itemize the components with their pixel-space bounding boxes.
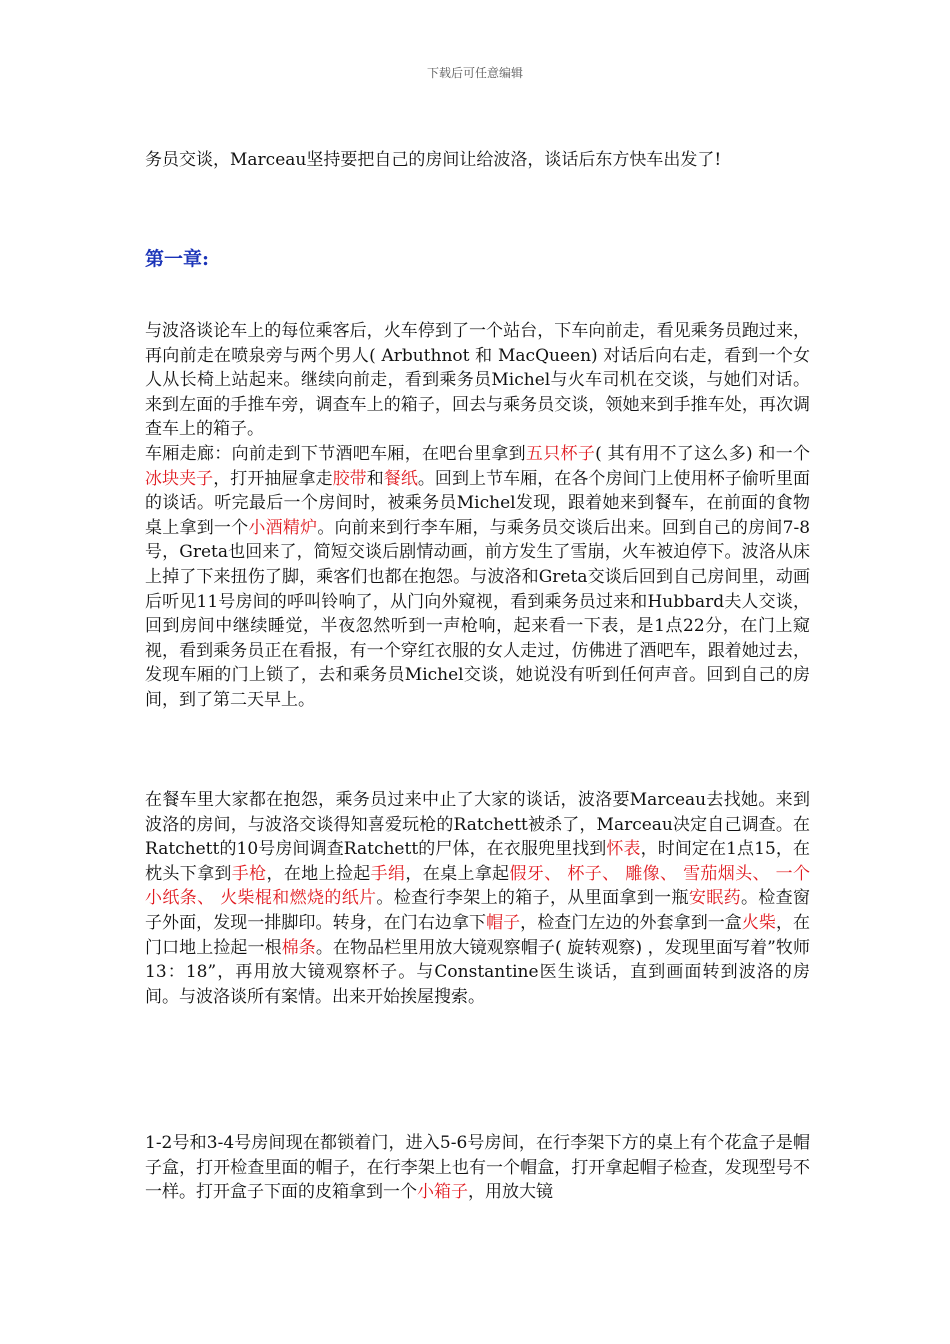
text-segment: 。检查行李架上的箱子，从里面拿到一瓶 bbox=[376, 888, 689, 909]
highlighted-item: 手绢 bbox=[370, 863, 406, 884]
highlighted-item: 小酒精炉 bbox=[248, 517, 318, 538]
text-segment: ，在门口地上捡起一根 bbox=[145, 912, 811, 958]
highlighted-item: 安眠药 bbox=[688, 888, 741, 909]
highlighted-item: 餐纸 bbox=[383, 468, 418, 489]
text-segment: 与波洛谈论车上的每位乘客后，火车停到了一个站台，下车向前走，看见乘务员跑过来，再向前走在喷泉旁与两个男人( Arbuthnot 和 MacQueen) 对话后向右走，看到一个女人从长椅上站起来。继续向前走，看到乘务员Michel与火车司机在交谈，与她们对话。来到左面的手推车旁，调查车上的箱子，回去与乘务员交谈，领她来到手推车处，再次调查车上的箱子。 bbox=[145, 321, 810, 440]
text-segment: ，在地上捡起 bbox=[266, 863, 371, 884]
text-segment: 和 bbox=[366, 468, 384, 489]
text-segment: 车厢走廊：向前走到下节酒吧车厢，在吧台里拿到 bbox=[145, 444, 526, 464]
text-segment: ，用放大镜 bbox=[468, 1182, 553, 1203]
chapter-title: 第一章: bbox=[145, 248, 210, 270]
text-segment: ，在桌上拿起 bbox=[405, 863, 510, 884]
text-segment: 。在物品栏里用放大镜观察帽子( 旋转观察) ，发现里面写着”牧师13：18”，再用放大镜观察杯子。与Constantine医生谈话，直到画面转到波洛的房间。与波洛谈所有案情。出来开始挨屋搜索。 bbox=[145, 937, 811, 1007]
paragraph bbox=[145, 442, 810, 713]
text-segment: 。向前来到行李车厢，与乘务员交谈后出来。回到自己的房间7-8号，Greta也回来了，简短交谈后剧情动画，前方发生了雪崩，火车被迫停下。波洛从床上掉了下来扭伤了脚，乘客们也都在抱怨。与波洛和Greta交谈后回到自己房间里，动画后听见11号房间的呼叫铃响了，从门向外窥视，看到乘务员过来和Hubbard夫人交谈，回到房间中继续睡觉，半夜忽然听到一声枪响，起来看一下表，是1点22分，在门上窥视，看到乘务员正在看报，有一个穿红衣服的女人走过，仿佛进了酒吧车，跟着她过去，发现车厢的门上锁了，去和乘务员Michel交谈，她说没有听到任何声音。回到自己的房间，到了第二天早上。 bbox=[145, 517, 811, 710]
highlighted-item: 假牙、 杯子、 雕像、 雪茄烟头、 一个小纸条、 火柴棍和燃烧的纸片 bbox=[145, 863, 810, 909]
highlighted-item: 帽子 bbox=[486, 912, 521, 933]
highlighted-item: 棉条 bbox=[281, 937, 316, 958]
text-segment: ( 其有用不了这么多) 和一个 bbox=[595, 444, 811, 464]
text-segment: 。检查窗子外面，发现一排脚印。转身，在门右边拿下 bbox=[145, 888, 811, 933]
text-segment: ，检查门左边的外套拿到一盒 bbox=[520, 912, 742, 933]
highlighted-item: 怀表 bbox=[606, 839, 641, 860]
text-segment: 1-2号和3-4号房间现在都锁着门，进入5-6号房间，在行李架下方的桌上有个花盒子是帽子盒，打开检查里面的帽子，在行李架上也有一个帽盒，打开拿起帽子检查，发现型号不一样。打开盒子下面的皮箱拿到一个 bbox=[145, 1133, 810, 1203]
intro-paragraph: 务员交谈，Marceau坚持要把自己的房间让给波洛，谈话后东方快车出发了! bbox=[145, 150, 722, 170]
text-segment: 。回到上节车厢，在各个房间门上使用杯子偷听里面的谈话。听完最后一个房间时，被乘务员Michel发现，跟着她来到餐车，在前面的食物桌上拿到一个 bbox=[145, 468, 811, 538]
paragraph bbox=[145, 319, 810, 442]
highlighted-item: 五只杯子 bbox=[525, 444, 596, 464]
highlighted-item: 小箱子 bbox=[417, 1182, 468, 1203]
text-segment: 在餐车里大家都在抱怨，乘务员过来中止了大家的谈话，波洛要Marceau去找她。来到波洛的房间，与波洛交谈得知喜爱玩枪的Ratchett被杀了，Marceau决定自己调查。在Ratchett的10号房间调查Ratchett的尸体，在衣服兜里找到 bbox=[145, 790, 810, 860]
paragraph bbox=[145, 1131, 810, 1205]
page-header: 下载后可任意编辑 bbox=[426, 66, 523, 80]
highlighted-item: 手枪 bbox=[231, 863, 267, 884]
text-segment: ，打开抽屉拿走 bbox=[213, 468, 333, 489]
highlighted-item: 胶带 bbox=[332, 468, 367, 489]
highlighted-item: 火柴 bbox=[741, 912, 776, 933]
paragraph bbox=[145, 788, 810, 1009]
text-segment: ，时间定在1点15，在枕头下拿到 bbox=[145, 839, 811, 884]
highlighted-item: 冰块夹子 bbox=[145, 468, 214, 489]
